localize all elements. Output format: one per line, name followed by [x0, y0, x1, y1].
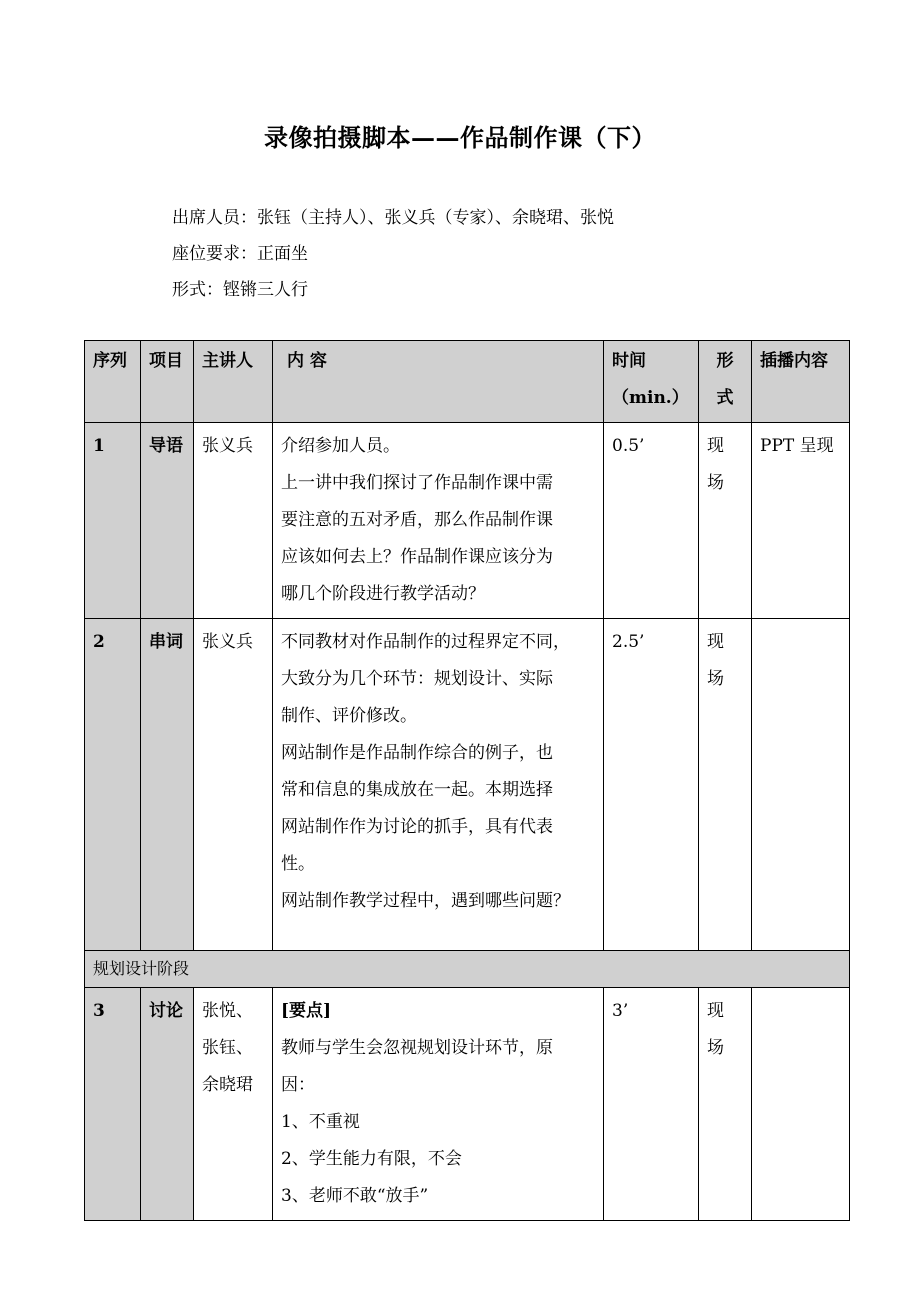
row1-time: 0.5’	[604, 423, 699, 619]
script-table	[84, 340, 850, 1221]
row3-seq: 3	[85, 988, 141, 1221]
row1-insert: PPT 呈现	[752, 423, 850, 619]
row2-time: 2.5’	[604, 619, 699, 951]
content-line: 制作、评价修改。	[281, 706, 417, 726]
header-form-line1: 形	[716, 351, 734, 371]
content-line: 网站制作教学过程中，遇到哪些问题？	[281, 891, 570, 911]
section-label: 规划设计阶段	[85, 951, 850, 988]
seating-line: 座位要求：正面坐	[172, 244, 308, 264]
header-form	[699, 341, 752, 423]
header-item: 项目	[141, 341, 194, 423]
content-line: 2、学生能力有限，不会	[281, 1149, 462, 1169]
header-seq: 序列	[85, 341, 141, 423]
row3-insert	[752, 988, 850, 1221]
content-line: 大致分为几个环节：规划设计、实际	[281, 669, 553, 689]
header-insert: 插播内容	[752, 341, 850, 423]
content-line: 3、老师不敢“放手”	[281, 1186, 429, 1206]
row2-speaker: 张义兵	[194, 619, 273, 951]
row3-item: 讨论	[141, 988, 194, 1221]
header-speaker: 主讲人	[194, 341, 273, 423]
content-line: 性。	[281, 854, 315, 874]
row2-insert	[752, 619, 850, 951]
row1-content	[273, 423, 604, 619]
section-row	[85, 951, 850, 988]
form-line: 场	[707, 473, 724, 493]
content-line: 1、不重视	[281, 1112, 360, 1132]
content-line: 应该如何去上？作品制作课应该分为	[281, 547, 553, 567]
content-line: 不同教材对作品制作的过程界定不同，	[281, 632, 570, 652]
content-heading: [要点]	[281, 1001, 332, 1021]
row3-time: 3’	[604, 988, 699, 1221]
content-line: 网站制作是作品制作综合的例子，也	[281, 743, 553, 763]
row1-speaker: 张义兵	[194, 423, 273, 619]
row1-item: 导语	[141, 423, 194, 619]
speaker-line: 张钰、	[202, 1038, 253, 1058]
content-line: 介绍参加人员。	[281, 436, 400, 456]
header-time-label: 时间	[612, 351, 646, 371]
format-line: 形式：铿锵三人行	[172, 280, 308, 300]
attendees-line: 出席人员：张钰（主持人）、张义兵（专家）、余晓珺、张悦	[172, 208, 614, 228]
header-time	[604, 341, 699, 423]
form-line: 场	[707, 669, 724, 689]
content-line: 哪几个阶段进行教学活动？	[281, 584, 485, 604]
row3-form	[699, 988, 752, 1221]
speaker-line: 余晓珺	[202, 1075, 253, 1095]
content-line: 要注意的五对矛盾，那么作品制作课	[281, 510, 553, 530]
header-content	[273, 341, 604, 423]
header-form-line2: 式	[716, 388, 734, 408]
form-line: 现	[707, 1001, 724, 1021]
document-title: 录像拍摄脚本——作品制作课（下）	[264, 123, 656, 152]
table-row	[85, 988, 850, 1221]
speaker-line: 张悦、	[202, 1001, 253, 1021]
table-row	[85, 423, 850, 619]
form-line: 现	[707, 436, 724, 456]
table-row	[85, 619, 850, 951]
form-line: 现	[707, 632, 724, 652]
row3-content	[273, 988, 604, 1221]
content-line: 教师与学生会忽视规划设计环节，原	[281, 1038, 553, 1058]
content-line: 上一讲中我们探讨了作品制作课中需	[281, 473, 553, 493]
row1-form	[699, 423, 752, 619]
row1-seq: 1	[85, 423, 141, 619]
row2-item: 串词	[141, 619, 194, 951]
content-line: 常和信息的集成放在一起。本期选择	[281, 780, 553, 800]
table-header-row	[85, 341, 850, 423]
form-line: 场	[707, 1038, 724, 1058]
row2-form	[699, 619, 752, 951]
header-time-unit: （min.）	[612, 388, 689, 408]
content-line: 网站制作作为讨论的抓手，具有代表	[281, 817, 553, 837]
row2-seq: 2	[85, 619, 141, 951]
row2-content	[273, 619, 604, 951]
content-line: 因：	[281, 1075, 315, 1095]
row3-speaker	[194, 988, 273, 1221]
header-content-label: 内 容	[287, 351, 327, 371]
meta-info	[172, 200, 614, 308]
